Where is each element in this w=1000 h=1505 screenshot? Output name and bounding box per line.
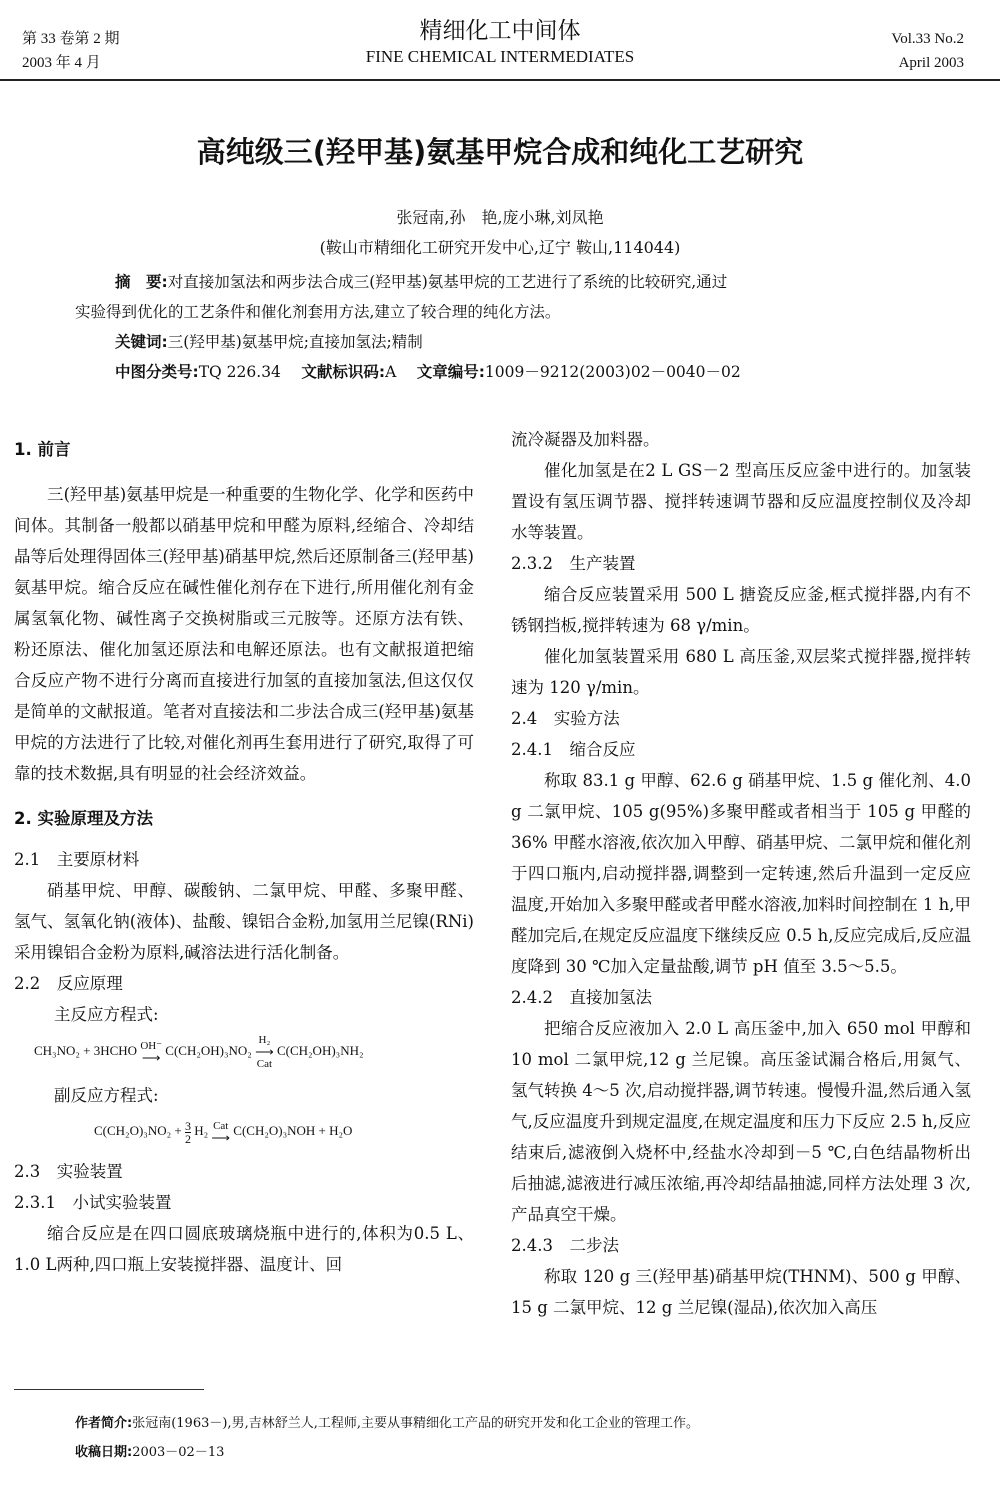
main-eq-reactants: CH₃NO₂ + 3HCHO	[34, 1042, 138, 1058]
side-eq-fraction	[185, 1120, 191, 1145]
abstract-text-1: 对直接加氢法和两步法合成三(羟甲基)氨基甲烷的工艺进行了系统的比较研究,通过	[167, 273, 728, 291]
clc-value: TQ 226.34	[198, 363, 281, 381]
section-2-3-2-heading: 2.3.2 生产装置	[511, 554, 636, 573]
volume-issue-en: Vol.33 No.2	[891, 31, 964, 47]
section-2-1-heading: 2.1 主要原材料	[14, 850, 140, 869]
side-eq-arrow: Cat ⟶	[211, 1120, 231, 1146]
journal-name-en: FINE CHEMICAL INTERMEDIATES	[365, 47, 635, 66]
side-reaction-equation	[94, 1115, 474, 1146]
section-2-3-2-paragraph-2: 催化加氢装置采用 680 L 高压釜,双层桨式搅拌器,搅拌转速为 120 γ/min。	[511, 647, 971, 697]
author-bio-label: 作者简介:	[75, 1416, 133, 1431]
keywords	[75, 327, 925, 357]
continued-text: 流冷凝器及加料器。	[511, 430, 660, 449]
main-eq-arrow-2: H₂ ⟶ Cat	[255, 1034, 274, 1070]
main-reaction-equation	[34, 1034, 474, 1070]
side-equation-label: 副反应方程式:	[54, 1086, 159, 1105]
section-2-3-2-paragraph-1: 缩合反应装置采用 500 L 搪瓷反应釜,框式搅拌器,内有不锈钢挡板,搅拌转速为 68 γ/min。	[511, 585, 971, 635]
section-1-heading: 1. 前言	[14, 440, 71, 459]
footnote-rule	[14, 1389, 204, 1390]
right-column	[511, 424, 971, 1323]
classification-line	[75, 357, 925, 387]
abstract-block	[75, 267, 925, 387]
section-2-4-3-paragraph: 称取 120 g 三(羟甲基)硝基甲烷(THNM)、500 g 甲醇、15 g 二氯甲烷、12 g 兰尼镍(湿品),依次加入高压	[511, 1267, 971, 1317]
section-2-4-1-heading: 2.4.1 缩合反应	[511, 740, 636, 759]
received-date-label: 收稿日期:	[75, 1445, 133, 1460]
received-date-footnote	[75, 1441, 224, 1460]
section-2-4-1-paragraph: 称取 83.1 g 甲醇、62.6 g 硝基甲烷、1.5 g 催化剂、4.0 g 二氯甲烷、105 g(95%)多聚甲醛或者相当于 105 g 甲醛的 36% 甲醛水溶液,依次加入甲醇、硝基甲烷、二氯甲烷和催化剂于四口瓶内,启动搅拌器,调整到一定转速,然后升温到一定反应温度,开始加入多聚甲醛或者甲醛水溶液,加料时间控制在 1 h,甲醛加完后,在规定反应温度下继续反应 0.5 h,反应完成后,反应温度降到 30 ℃加入定量盐酸,调节 pH 值至 3.5～5.5。	[511, 771, 971, 976]
side-eq-reactants: C(CH₂O)₃NO₂ +	[94, 1123, 182, 1138]
article-id-value: 1009－9212(2003)02－0040－02	[484, 363, 741, 381]
hydrogenation-paragraph: 催化加氢是在2 L GS－2 型高压反应釜中进行的。加氢装置设有氢压调节器、搅拌转速调节器和反应温度控制仪及冷却水等装置。	[511, 461, 971, 542]
side-eq-h2: H₂	[194, 1123, 209, 1138]
affiliation: (鞍山市精细化工研究开发中心,辽宁 鞍山,114044)	[319, 238, 681, 257]
section-1-paragraph: 三(羟甲基)氨基甲烷是一种重要的生物化学、化学和医药中间体。其制备一般都以硝基甲烷和甲醛为原料,经缩合、冷却结晶等后处理得固体三(羟甲基)硝基甲烷,然后还原制备三(羟甲基)氨基甲烷。缩合反应在碱性催化剂存在下进行,所用催化剂有金属氢氧化物、碱性离子交换树脂或三元胺等。还原方法有铁、粉还原法、催化加氢还原法和电解还原法。也有文献报道把缩合反应产物不进行分离而直接进行加氢的直接加氢法,但这仅仅是简单的文献报道。笔者对直接法和二步法合成三(羟甲基)氨基甲烷的方法进行了比较,对催化剂再生套用进行了研究,取得了可靠的技术数据,具有明显的社会经济效益。	[14, 485, 474, 783]
article-id-label: 文章编号:	[416, 363, 485, 381]
section-2-4-3-heading: 2.4.3 二步法	[511, 1236, 619, 1255]
author-list: 张冠南,孙 艳,庞小琳,刘凤艳	[396, 208, 604, 227]
doc-code-label: 文献标识码:	[301, 363, 386, 381]
header-rule	[0, 79, 1000, 81]
section-2-3-1-heading: 2.3.1 小试实验装置	[14, 1193, 172, 1212]
side-eq-cat: Cat	[213, 1120, 229, 1133]
main-eq-arrow-1: OH⁻ ⟶	[140, 1040, 163, 1065]
received-date-value: 2003－02－13	[132, 1445, 225, 1460]
date-en: April 2003	[898, 55, 964, 71]
abstract-text-2: 实验得到优化的工艺条件和催化剂套用方法,建立了较合理的纯化方法。	[75, 303, 561, 321]
main-eq-h2: H₂	[258, 1034, 271, 1046]
main-equation-label: 主反应方程式:	[54, 1005, 159, 1024]
journal-name-cn: 精细化工中间体	[419, 18, 581, 44]
section-2-4-2-heading: 2.4.2 直接加氢法	[511, 988, 652, 1007]
author-bio-footnote	[75, 1412, 699, 1431]
paper-title: 高纯级三(羟甲基)氨基甲烷合成和纯化工艺研究	[196, 135, 804, 169]
left-column	[14, 428, 474, 1280]
side-eq-denominator: 2	[184, 1131, 191, 1146]
journal-volume-en	[891, 27, 964, 75]
side-eq-products: C(CH₂O)₃NOH + H₂O	[233, 1123, 353, 1138]
main-eq-product: C(CH₂OH)₃NH₂	[276, 1042, 364, 1058]
volume-issue-cn: 第 33 卷第 2 期	[22, 31, 120, 47]
main-eq-cat: Cat	[256, 1058, 273, 1070]
main-eq-intermediate: C(CH₂OH)₃NO₂	[165, 1042, 252, 1058]
section-2-3-heading: 2.3 实验装置	[14, 1162, 123, 1181]
section-2-4-2-paragraph: 把缩合反应液加入 2.0 L 高压釜中,加入 650 mol 甲醇和 10 mol 二氯甲烷,12 g 兰尼镍。高压釜试漏合格后,用氮气、氢气转换 4～5 次,启动搅拌器,调节转速。慢慢升温,然后通入氢气,反应温度升到规定温度,在规定温度和压力下反应 2.5 h,反应结束后,滤液倒入烧杯中,经盐水冷却到－5 ℃,白色结晶物析出后抽滤,滤液进行减压浓缩,再冷却结晶抽滤,同样方法处理 3 次,产品真空干燥。	[511, 1019, 971, 1224]
main-eq-catalyst-oh: OH⁻	[140, 1040, 163, 1052]
section-2-2-heading: 2.2 反应原理	[14, 974, 123, 993]
side-eq-numerator: 3	[184, 1118, 191, 1133]
abstract-label: 摘 要:	[115, 273, 168, 291]
clc-label: 中图分类号:	[115, 363, 199, 381]
keywords-label: 关键词:	[115, 333, 168, 351]
section-2-3-1-paragraph: 缩合反应是在四口圆底玻璃烧瓶中进行的,体积为0.5 L、1.0 L两种,四口瓶上安装搅拌器、温度计、回	[14, 1224, 474, 1274]
author-bio-text: 张冠南(1963－),男,吉林舒兰人,工程师,主要从事精细化工产品的研究开发和化工企业的管理工作。	[132, 1416, 699, 1431]
date-cn: 2003 年 4 月	[22, 55, 101, 71]
doc-code-value: A	[385, 363, 397, 381]
journal-name	[0, 16, 1000, 68]
section-2-1-paragraph: 硝基甲烷、甲醇、碳酸钠、二氯甲烷、甲醛、多聚甲醛、氢气、氢氧化钠(液体)、盐酸、镍铝合金粉,加氢用兰尼镍(RNi)采用镍铝合金粉为原料,碱溶法进行活化制备。	[14, 881, 474, 962]
keywords-text: 三(羟甲基)氨基甲烷;直接加氢法;精制	[167, 333, 423, 351]
section-2-4-heading: 2.4 实验方法	[511, 709, 620, 728]
section-2-heading: 2. 实验原理及方法	[14, 809, 153, 828]
abstract-line-1	[75, 267, 925, 297]
